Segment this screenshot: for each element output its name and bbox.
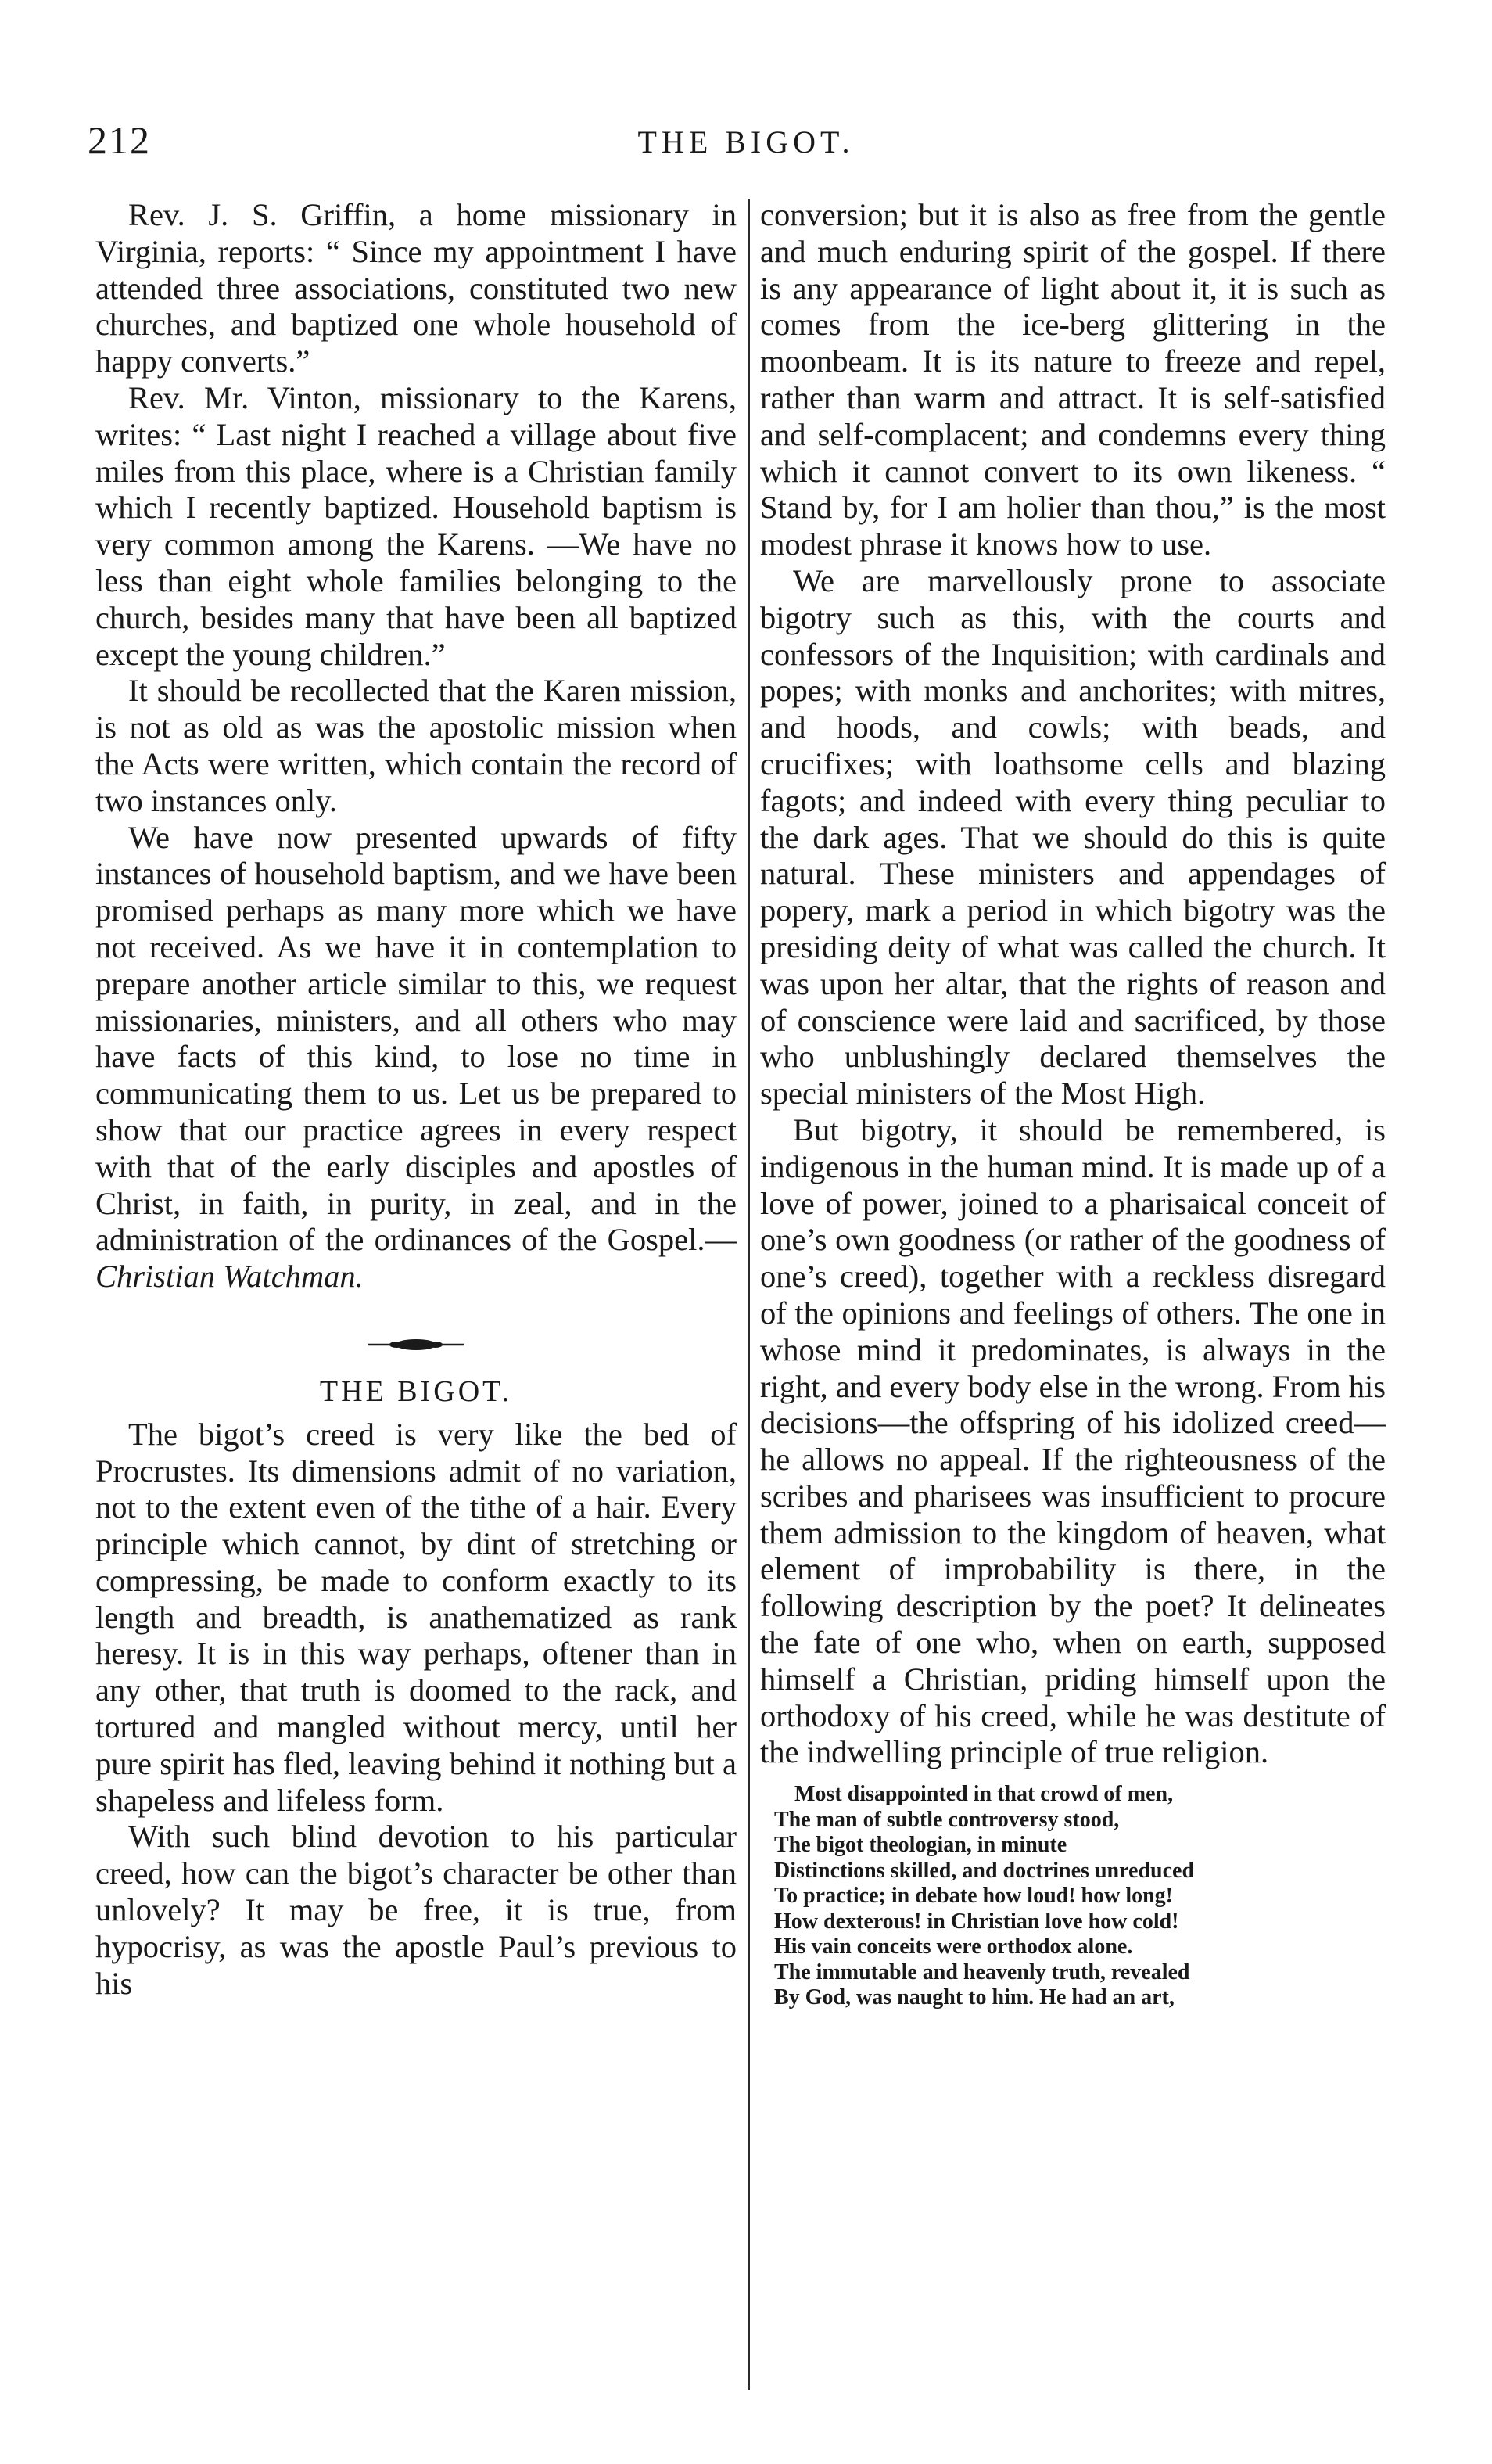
poem-line: Most disappointed in that crowd of men, <box>794 1782 1174 1807</box>
poem-line: Distinctions skilled, and doctrines unreduced <box>774 1858 1195 1883</box>
paragraph-blind-devotion: With such blind devotion to his particular creed, how can the bigot’s character be other than unlovely? It may be free, it is true, from hypocrisy, as was the apostle Paul’s previous to his <box>95 1819 737 2001</box>
section-title: THE BIGOT. <box>319 1374 513 1408</box>
left-column <box>95 197 737 2002</box>
paragraph-griffin: Rev. J. S. Griffin, a home missionary in Virginia, reports: “ Since my appointment I have attended three associations, constituted two new churches, and baptized one whole household of happy converts.” <box>95 197 737 379</box>
poem-line: By God, was naught to him. He had an art, <box>774 1985 1175 2010</box>
paragraph-vinton: Rev. Mr. Vinton, missionary to the Karens, writes: “ Last night I reached a village about five miles from this place, where is a Christian family which I recently baptized. Household baptism is very common among the Karens. —We have no less than eight whole families belonging to the church, besides many that have been all baptized except the young children.” <box>95 379 737 672</box>
poem <box>774 1782 1386 2011</box>
poem-line: His vain conceits were orthodox alone. <box>774 1934 1133 1959</box>
column-divider <box>748 199 750 2390</box>
ornament-divider <box>95 1327 737 1350</box>
poem-line: How dexterous! in Christian love how cold! <box>774 1909 1179 1934</box>
page-number: 212 <box>88 118 151 162</box>
ornament-icon <box>365 1334 467 1355</box>
poem-line: The immutable and heavenly truth, revealed <box>774 1959 1190 1984</box>
right-column <box>760 197 1386 2011</box>
paragraph-household-baptism <box>95 820 737 1295</box>
paragraph-inquisition: We are marvellously prone to associate bigotry such as this, with the courts and confessors of the Inquisition; with cardinals and popes; with monks and anchorites; with mitres, and hoods, and cowls; with beads, and crucifixes; with loathsome cells and blazing fagots; and indeed with every thing peculiar to the dark ages. That we should do this is quite natural. These ministers and appendages of popery, mark a period in which bigotry was the presiding deity of what was called the church. It was upon her altar, that the rights of reason and of conscience were laid and sacrificed, by those who unblushingly declared themselves the special ministers of the Most High. <box>760 562 1386 1112</box>
poem-line: To practice; in debate how loud! how long! <box>774 1884 1174 1909</box>
poem-line: The man of subtle controversy stood, <box>774 1807 1120 1832</box>
paragraph-indigenous: But bigotry, it should be remembered, is indigenous in the human mind. It is made up of a love of power, joined to a pharisaical conceit of one’s own goodness (or rather of the goodness of one’s creed), together with a reckless disregard of the opinions and feelings of others. The one in whose mind it predominates, is always in the right, and every body else in the wrong. From his decisions—the offspring of his idolized creed—he allows no appeal. If the righteousness of the scribes and pharisees was insufficient to procure them admission to the kingdom of heaven, what element of improbability is there, in the following description by the poet? It delineates the fate of one who, when on earth, supposed himself a Christian, priding himself upon the orthodoxy of his creed, while he was destitute of the indwelling principle of true religion. <box>760 1112 1386 1770</box>
poem-line: The bigot theologian, in minute <box>774 1833 1067 1858</box>
signature: Christian Watchman. <box>95 1259 364 1295</box>
paragraph-conversion: conversion; but it is also as free from the gentle and much enduring spirit of the gospel. If there is any appearance of light about it, it is such as comes from the ice-berg glittering in the moonbeam. It is its nature to freeze and repel, rather than warm and attract. It is self-satisfied and self-complacent; and condemns every thing which it cannot convert to its own likeness. “ Stand by, for I am holier than thou,” is the most modest phrase it knows how to use. <box>760 197 1386 562</box>
paragraph-procrustes: The bigot’s creed is very like the bed of Procrustes. Its dimensions admit of no variation, not to the extent even of the tithe of a hair. Every principle which cannot, by dint of stretching or compressing, be made to conform exactly to its length and breadth, is anathematized as rank heresy. It is in this way perhaps, oftener than in any other, that truth is doomed to the rack, and tortured and mangled without mercy, until her pure spirit has fled, leaving behind it nothing but a shapeless and lifeless form. <box>95 1416 737 1818</box>
paragraph-household-baptism-text: We have now presented upwards of fifty instances of household baptism, and we have been promised perhaps as many more which we have not received. As we have it in contemplation to prepare another article similar to this, we request missionaries, ministers, and all others who may have facts of this kind, to lose no time in communicating them to us. Let us be prepared to show that our practice agrees in every respect with that of the early disciples and apostles of Christ, in faith, in purity, in zeal, and in the administration of the ordinances of the Gospel.— <box>95 819 737 1258</box>
running-head: THE BIGOT. <box>637 124 855 160</box>
paragraph-karen-mission: It should be recollected that the Karen mission, is not as old as was the apostolic mission when the Acts were written, which contain the record of two instances only. <box>95 673 737 818</box>
